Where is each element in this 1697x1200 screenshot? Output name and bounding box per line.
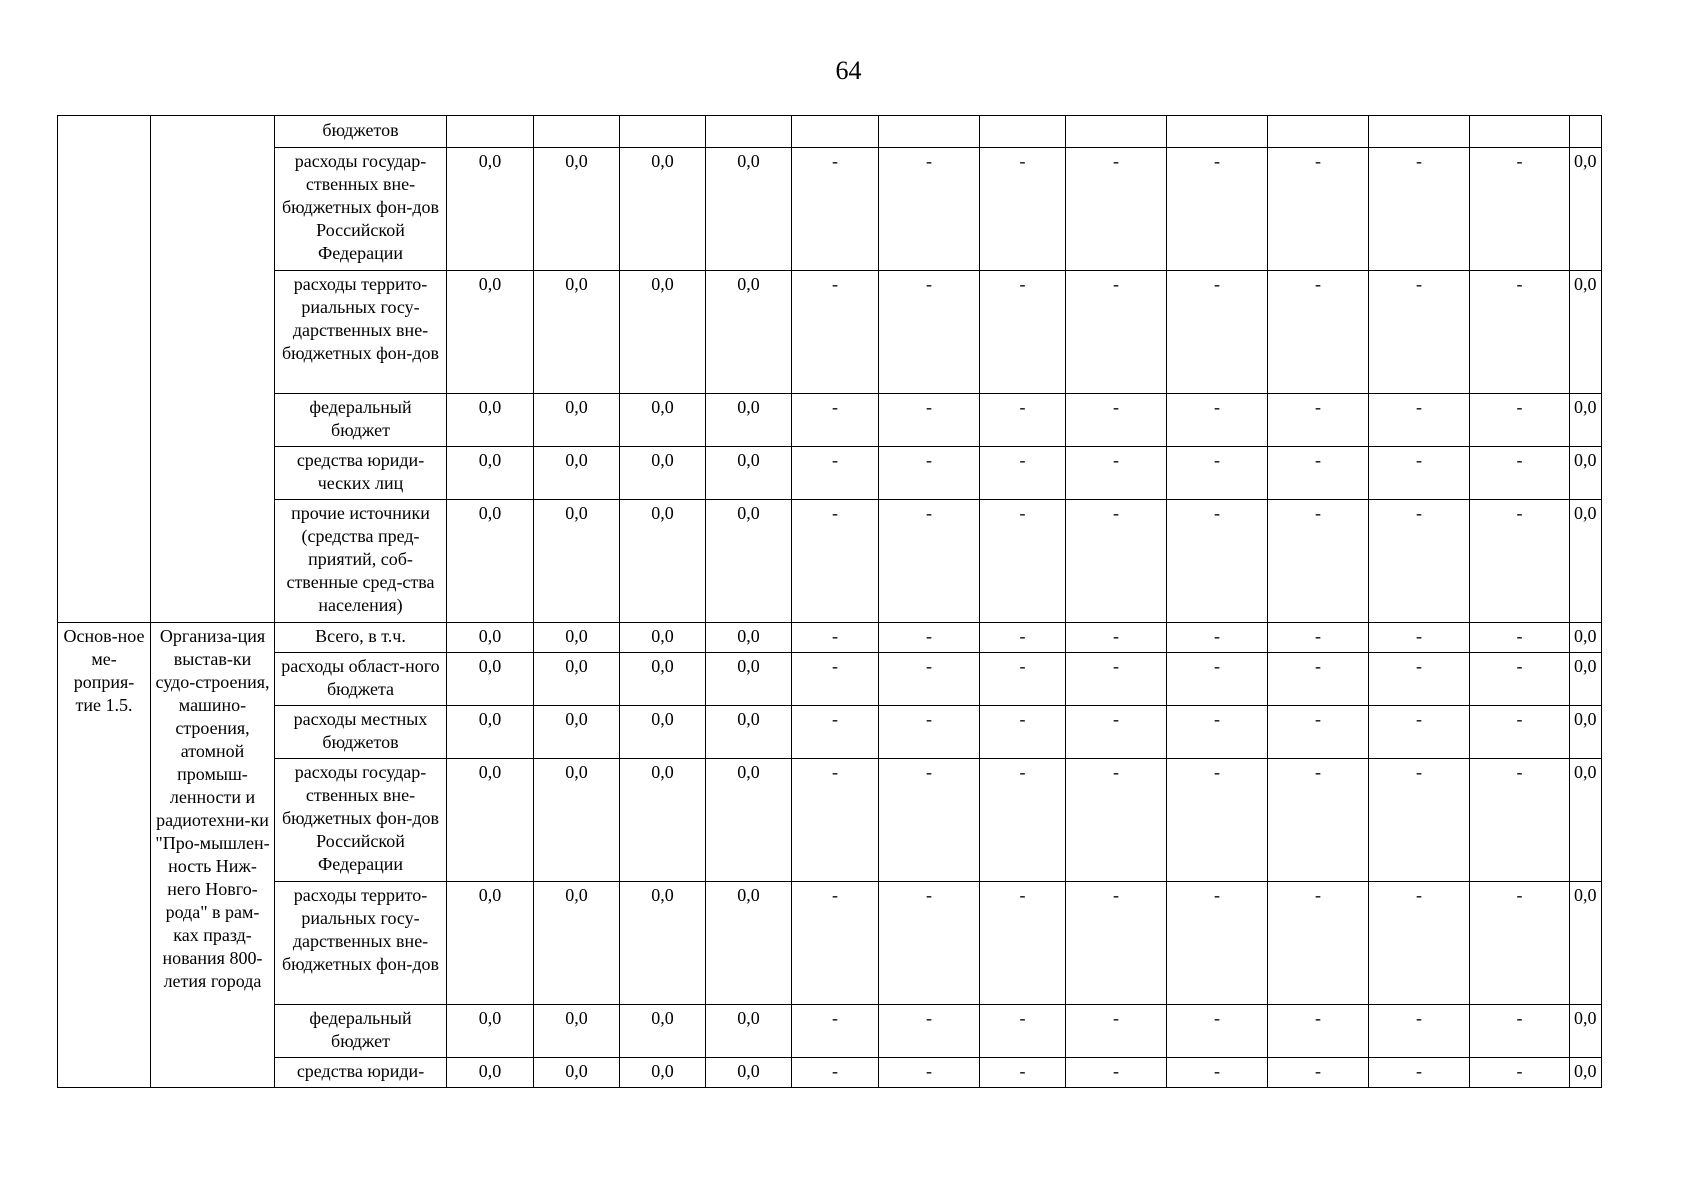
value-cell: -: [879, 706, 980, 759]
value-cell: -: [879, 500, 980, 623]
table-row: [58, 882, 1602, 1005]
value-cell: -: [1268, 500, 1369, 623]
value-cell: 0,0: [447, 148, 534, 271]
value-cell: -: [879, 447, 980, 500]
value-cell: -: [1369, 148, 1470, 271]
value-cell: 0,0: [534, 623, 620, 653]
value-cell: 0,0: [620, 1005, 706, 1058]
value-cell: [879, 116, 980, 148]
value-cell: -: [1470, 759, 1570, 882]
value-cell: [980, 116, 1066, 148]
value-cell: -: [980, 882, 1066, 1005]
value-cell: -: [1470, 271, 1570, 394]
value-cell: 0,0: [1570, 394, 1602, 447]
funding-source-label: средства юриди-: [275, 1058, 447, 1088]
value-cell: 0,0: [1570, 500, 1602, 623]
value-cell: 0,0: [620, 759, 706, 882]
table-row: [58, 706, 1602, 759]
value-cell: -: [1167, 653, 1268, 706]
value-cell: [1268, 116, 1369, 148]
value-cell: -: [1369, 706, 1470, 759]
value-cell: 0,0: [447, 500, 534, 623]
value-cell: -: [792, 394, 879, 447]
value-cell: -: [1066, 1005, 1167, 1058]
value-cell: 0,0: [1570, 148, 1602, 271]
event-name-cell: [151, 116, 275, 623]
table-row: [58, 623, 1602, 653]
value-cell: [1066, 116, 1167, 148]
table-row: [58, 1005, 1602, 1058]
funding-source-label: расходы государ-ственных вне-бюджетных фон-дов Российской Федерации: [275, 148, 447, 271]
value-cell: 0,0: [1570, 623, 1602, 653]
budget-table: [57, 115, 1602, 1088]
value-cell: -: [1268, 706, 1369, 759]
value-cell: -: [1470, 1005, 1570, 1058]
value-cell: -: [879, 1005, 980, 1058]
value-cell: 0,0: [447, 447, 534, 500]
table-row: [58, 271, 1602, 394]
value-cell: -: [980, 653, 1066, 706]
value-cell: -: [879, 653, 980, 706]
value-cell: 0,0: [706, 271, 792, 394]
value-cell: 0,0: [706, 1058, 792, 1088]
value-cell: -: [980, 759, 1066, 882]
value-cell: 0,0: [620, 271, 706, 394]
value-cell: [447, 116, 534, 148]
value-cell: 0,0: [706, 148, 792, 271]
table-row: [58, 447, 1602, 500]
table-row: [58, 1058, 1602, 1088]
value-cell: -: [1066, 706, 1167, 759]
value-cell: 0,0: [447, 706, 534, 759]
value-cell: [534, 116, 620, 148]
value-cell: -: [1470, 706, 1570, 759]
value-cell: -: [1369, 447, 1470, 500]
value-cell: -: [1470, 653, 1570, 706]
value-cell: -: [1369, 271, 1470, 394]
value-cell: 0,0: [620, 882, 706, 1005]
value-cell: 0,0: [706, 653, 792, 706]
value-cell: -: [1268, 1005, 1369, 1058]
value-cell: 0,0: [447, 271, 534, 394]
value-cell: -: [1470, 623, 1570, 653]
value-cell: -: [792, 1058, 879, 1088]
value-cell: -: [879, 623, 980, 653]
value-cell: -: [792, 706, 879, 759]
value-cell: -: [1167, 500, 1268, 623]
value-cell: 0,0: [447, 759, 534, 882]
value-cell: -: [879, 148, 980, 271]
value-cell: -: [1369, 1058, 1470, 1088]
value-cell: 0,0: [706, 447, 792, 500]
value-cell: -: [792, 271, 879, 394]
value-cell: -: [1167, 271, 1268, 394]
funding-source-label: бюджетов: [275, 116, 447, 148]
funding-source-label: расходы террито-риальных госу-дарственных вне-бюджетных фон-дов: [275, 271, 447, 394]
value-cell: -: [1167, 759, 1268, 882]
value-cell: 0,0: [1570, 706, 1602, 759]
value-cell: -: [1268, 1058, 1369, 1088]
value-cell: -: [980, 394, 1066, 447]
value-cell: -: [1167, 148, 1268, 271]
value-cell: -: [1066, 653, 1167, 706]
value-cell: -: [879, 1058, 980, 1088]
value-cell: -: [980, 1005, 1066, 1058]
value-cell: 0,0: [706, 882, 792, 1005]
value-cell: 0,0: [706, 394, 792, 447]
value-cell: -: [1167, 706, 1268, 759]
value-cell: -: [1268, 623, 1369, 653]
funding-source-label: средства юриди-ческих лиц: [275, 447, 447, 500]
value-cell: -: [1066, 500, 1167, 623]
value-cell: -: [1369, 394, 1470, 447]
funding-source-label: прочие источники (средства пред-приятий, соб-ственные сред-ства населения): [275, 500, 447, 623]
value-cell: -: [879, 882, 980, 1005]
value-cell: 0,0: [620, 500, 706, 623]
value-cell: -: [1167, 447, 1268, 500]
event-name-cell: Организа-ция выстав-ки судо-строения, машино-строения, атомной промыш-ленности и радиотехни-ки "Про-мышлен-ность Ниж-него Новго-рода" в рам-ках празд-нования 800-летия города: [151, 623, 275, 1088]
value-cell: 0,0: [706, 500, 792, 623]
value-cell: -: [1369, 500, 1470, 623]
value-cell: -: [1167, 623, 1268, 653]
value-cell: -: [1470, 447, 1570, 500]
value-cell: -: [1369, 759, 1470, 882]
value-cell: -: [1167, 882, 1268, 1005]
value-cell: 0,0: [534, 148, 620, 271]
value-cell: 0,0: [534, 447, 620, 500]
value-cell: -: [879, 759, 980, 882]
value-cell: -: [980, 271, 1066, 394]
value-cell: 0,0: [1570, 882, 1602, 1005]
value-cell: -: [1369, 623, 1470, 653]
value-cell: 0,0: [534, 706, 620, 759]
funding-source-label: расходы государ-ственных вне-бюджетных фон-дов Российской Федерации: [275, 759, 447, 882]
value-cell: -: [1470, 500, 1570, 623]
table-row: [58, 759, 1602, 882]
value-cell: -: [1066, 1058, 1167, 1088]
table-row: [58, 116, 1602, 148]
value-cell: 0,0: [620, 623, 706, 653]
funding-source-label: расходы област-ного бюджета: [275, 653, 447, 706]
value-cell: 0,0: [447, 1005, 534, 1058]
value-cell: -: [1369, 1005, 1470, 1058]
event-type-cell: Основ-ное ме-роприя-тие 1.5.: [58, 623, 151, 1088]
value-cell: 0,0: [534, 271, 620, 394]
value-cell: 0,0: [534, 1005, 620, 1058]
table-row: [58, 394, 1602, 447]
value-cell: 0,0: [534, 759, 620, 882]
value-cell: -: [1369, 882, 1470, 1005]
value-cell: -: [792, 1005, 879, 1058]
value-cell: -: [980, 447, 1066, 500]
value-cell: -: [879, 271, 980, 394]
value-cell: 0,0: [447, 623, 534, 653]
value-cell: -: [792, 653, 879, 706]
value-cell: -: [980, 623, 1066, 653]
value-cell: 0,0: [1570, 1005, 1602, 1058]
value-cell: -: [1470, 882, 1570, 1005]
value-cell: 0,0: [534, 394, 620, 447]
value-cell: 0,0: [447, 1058, 534, 1088]
value-cell: 0,0: [447, 394, 534, 447]
value-cell: 0,0: [1570, 447, 1602, 500]
value-cell: -: [980, 706, 1066, 759]
value-cell: [1369, 116, 1470, 148]
value-cell: [620, 116, 706, 148]
value-cell: -: [1369, 653, 1470, 706]
table-body: [58, 116, 1602, 1088]
value-cell: -: [980, 148, 1066, 271]
value-cell: 0,0: [534, 500, 620, 623]
value-cell: -: [1268, 447, 1369, 500]
value-cell: -: [1066, 394, 1167, 447]
value-cell: [706, 116, 792, 148]
value-cell: 0,0: [1570, 271, 1602, 394]
value-cell: -: [1470, 1058, 1570, 1088]
value-cell: -: [792, 623, 879, 653]
funding-source-label: федеральный бюджет: [275, 394, 447, 447]
value-cell: 0,0: [1570, 653, 1602, 706]
value-cell: -: [792, 148, 879, 271]
value-cell: -: [792, 882, 879, 1005]
value-cell: -: [1268, 394, 1369, 447]
value-cell: -: [792, 447, 879, 500]
value-cell: -: [980, 500, 1066, 623]
value-cell: 0,0: [620, 653, 706, 706]
value-cell: -: [1470, 148, 1570, 271]
value-cell: 0,0: [447, 882, 534, 1005]
value-cell: -: [792, 500, 879, 623]
value-cell: -: [1470, 394, 1570, 447]
value-cell: 0,0: [706, 1005, 792, 1058]
value-cell: -: [1066, 148, 1167, 271]
value-cell: -: [1066, 623, 1167, 653]
funding-source-label: федеральный бюджет: [275, 1005, 447, 1058]
value-cell: -: [1167, 394, 1268, 447]
value-cell: [1167, 116, 1268, 148]
funding-source-label: Всего, в т.ч.: [275, 623, 447, 653]
value-cell: -: [879, 394, 980, 447]
value-cell: 0,0: [620, 447, 706, 500]
page-number: 64: [835, 56, 862, 85]
table-row: [58, 148, 1602, 271]
value-cell: 0,0: [534, 882, 620, 1005]
value-cell: 0,0: [447, 653, 534, 706]
value-cell: -: [1268, 148, 1369, 271]
value-cell: -: [792, 759, 879, 882]
value-cell: -: [1066, 759, 1167, 882]
value-cell: -: [1066, 882, 1167, 1005]
value-cell: -: [1268, 759, 1369, 882]
value-cell: -: [1066, 271, 1167, 394]
value-cell: 0,0: [706, 706, 792, 759]
value-cell: 0,0: [620, 706, 706, 759]
value-cell: -: [1167, 1058, 1268, 1088]
value-cell: -: [1268, 653, 1369, 706]
table-row: [58, 500, 1602, 623]
value-cell: [792, 116, 879, 148]
value-cell: [1570, 116, 1602, 148]
value-cell: 0,0: [620, 148, 706, 271]
event-type-cell: [58, 116, 151, 623]
funding-source-label: расходы местных бюджетов: [275, 706, 447, 759]
value-cell: 0,0: [534, 653, 620, 706]
table-row: [58, 653, 1602, 706]
value-cell: 0,0: [706, 623, 792, 653]
value-cell: 0,0: [1570, 1058, 1602, 1088]
value-cell: -: [1066, 447, 1167, 500]
value-cell: 0,0: [620, 1058, 706, 1088]
value-cell: -: [1268, 271, 1369, 394]
value-cell: 0,0: [534, 1058, 620, 1088]
value-cell: 0,0: [620, 394, 706, 447]
value-cell: -: [1268, 882, 1369, 1005]
value-cell: 0,0: [1570, 759, 1602, 882]
funding-source-label: расходы террито-риальных госу-дарственных вне-бюджетных фон-дов: [275, 882, 447, 1005]
value-cell: [1470, 116, 1570, 148]
value-cell: 0,0: [706, 759, 792, 882]
value-cell: -: [1167, 1005, 1268, 1058]
value-cell: -: [980, 1058, 1066, 1088]
